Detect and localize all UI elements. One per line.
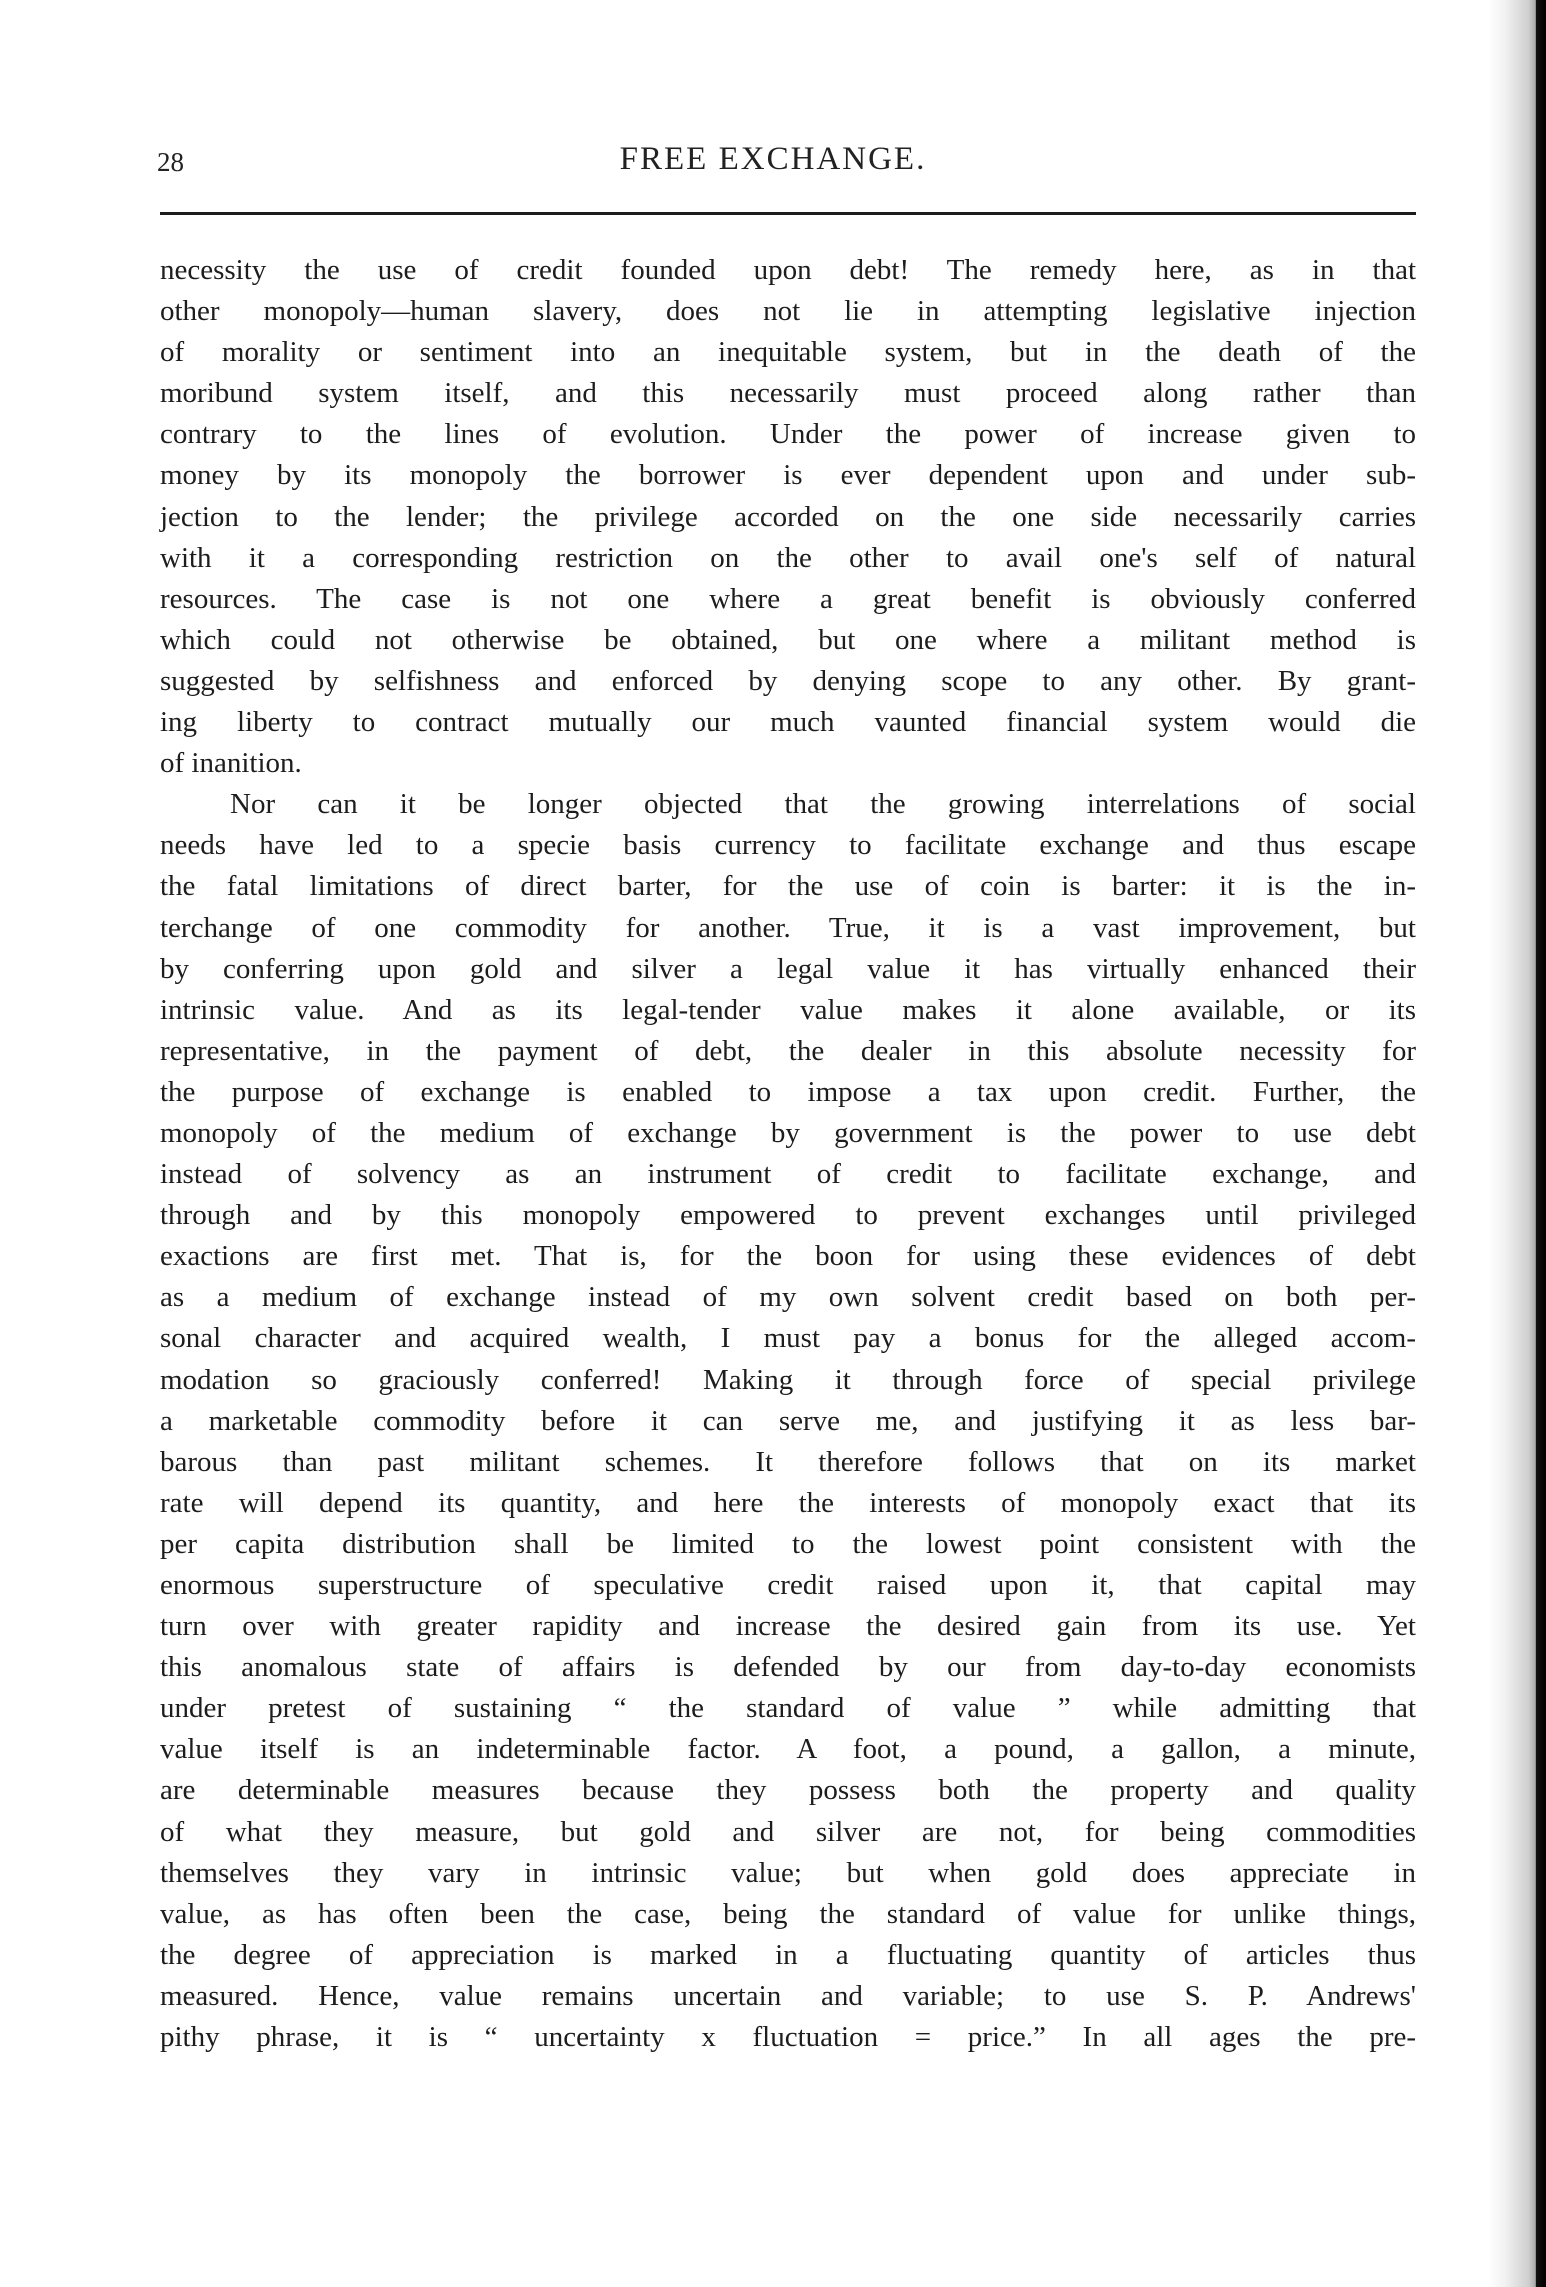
- text-line: jection to the lender; the privilege accorded on the one side necessarily carries: [160, 500, 1416, 533]
- text-line: moribund system itself, and this necessarily must proceed along rather than: [160, 377, 1416, 410]
- text-line: enormous superstructure of speculative credit raised upon it, that capital may: [160, 1569, 1416, 1601]
- text-line: monopoly of the medium of exchange by government is the power to use debt: [160, 1116, 1416, 1149]
- text-line: exactions are first met. That is, for the boon for using these evidences of debt: [160, 1240, 1416, 1273]
- text-line: resources. The case is not one where a great benefit is obviously conferred: [160, 582, 1416, 615]
- text-line: per capita distribution shall be limited to the lowest point consistent with the: [160, 1527, 1416, 1560]
- text-line: of morality or sentiment into an inequitable system, but in the death of the: [160, 336, 1416, 369]
- text-line: the fatal limitations of direct barter, for the use of coin is barter: it is the in-: [160, 870, 1416, 903]
- text-line: measured. Hence, value remains uncertain and variable; to use S. P. Andrews': [160, 1979, 1416, 2012]
- text-line: other monopoly—human slavery, does not lie in attempting legislative injection: [160, 295, 1416, 328]
- text-line: which could not otherwise be obtained, but one where a militant method is: [160, 623, 1416, 656]
- text-line: a marketable commodity before it can serve me, and justifying it as less bar-: [160, 1404, 1416, 1437]
- text-line: as a medium of exchange instead of my own solvent credit based on both per-: [160, 1281, 1416, 1314]
- text-line: Nor can it be longer objected that the growing interrelations of social: [230, 788, 1416, 821]
- text-line: of what they measure, but gold and silver are not, for being commodities: [160, 1815, 1416, 1848]
- text-line: themselves they vary in intrinsic value; but when gold does appreciate in: [160, 1856, 1416, 1889]
- text-line: instead of solvency as an instrument of credit to facilitate exchange, and: [160, 1158, 1416, 1191]
- body-text: [160, 250, 1416, 2058]
- text-line: contrary to the lines of evolution. Under the power of increase given to: [160, 418, 1416, 451]
- text-line: terchange of one commodity for another. True, it is a vast improvement, but: [160, 911, 1416, 944]
- text-line: the degree of appreciation is marked in a fluctuating quantity of articles thus: [160, 1938, 1416, 1971]
- text-line: money by its monopoly the borrower is ever dependent upon and under sub-: [160, 459, 1416, 492]
- text-line: by conferring upon gold and silver a legal value it has virtually enhanced their: [160, 952, 1416, 985]
- scanned-page-edge: [1488, 0, 1546, 2287]
- text-line: the purpose of exchange is enabled to impose a tax upon credit. Further, the: [160, 1075, 1416, 1108]
- text-line: necessity the use of credit founded upon debt! The remedy here, as in that: [160, 254, 1416, 286]
- text-line: modation so graciously conferred! Making it through force of special privilege: [160, 1363, 1416, 1396]
- page-number: 28: [157, 147, 184, 177]
- text-line: through and by this monopoly empowered to prevent exchanges until privileged: [160, 1199, 1416, 1232]
- running-title: FREE EXCHANGE.: [619, 141, 927, 177]
- text-line: are determinable measures because they possess both the property and quality: [160, 1774, 1416, 1807]
- text-line: suggested by selfishness and enforced by denying scope to any other. By grant-: [160, 664, 1416, 697]
- text-line: turn over with greater rapidity and increase the desired gain from its use. Yet: [160, 1610, 1416, 1643]
- paragraph-1: [160, 250, 1416, 784]
- text-line: rate will depend its quantity, and here the interests of monopoly exact that its: [160, 1486, 1416, 1519]
- text-line: under pretest of sustaining “ the standard of value ” while admitting that: [160, 1692, 1416, 1725]
- text-line: needs have led to a specie basis currency to facilitate exchange and thus escape: [160, 829, 1416, 862]
- text-line: ing liberty to contract mutually our much vaunted financial system would die: [160, 706, 1416, 739]
- text-line: this anomalous state of affairs is defended by our from day-to-day economists: [160, 1651, 1416, 1684]
- text-line: value, as has often been the case, being the standard of value for unlike things,: [160, 1897, 1416, 1930]
- text-line: barous than past militant schemes. It therefore follows that on its market: [160, 1445, 1416, 1478]
- text-line: sonal character and acquired wealth, I must pay a bonus for the alleged accom-: [160, 1322, 1416, 1355]
- text-line: intrinsic value. And as its legal-tender value makes it alone available, or its: [160, 993, 1416, 1026]
- text-line: of inanition.: [160, 747, 302, 780]
- text-line: representative, in the payment of debt, the dealer in this absolute necessity for: [160, 1034, 1416, 1067]
- header-rule: [160, 212, 1416, 215]
- paragraph-2: [160, 784, 1416, 2058]
- text-line: pithy phrase, it is “ uncertainty x fluctuation = price.” In all ages the pre-: [160, 2021, 1416, 2054]
- text-line: value itself is an indeterminable factor. A foot, a pound, a gallon, a minute,: [160, 1733, 1416, 1766]
- text-line: with it a corresponding restriction on the other to avail one's self of natural: [160, 541, 1416, 574]
